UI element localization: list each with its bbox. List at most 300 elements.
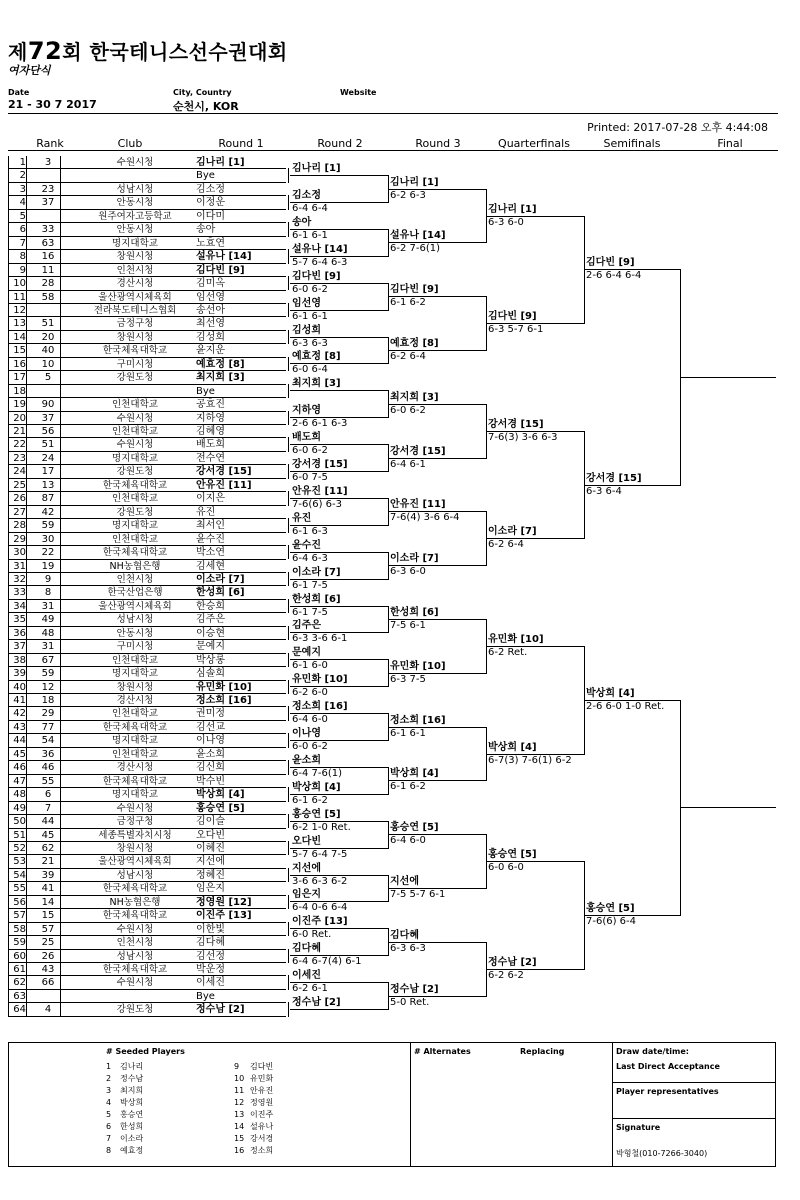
entry-row (8, 681, 288, 694)
round2-player: 윤소희 (292, 754, 321, 766)
replacing-title: Replacing (520, 1047, 565, 1056)
entry-number: 17 (13, 372, 26, 384)
entry-number: 62 (13, 977, 26, 989)
entry-rank: 30 (41, 533, 55, 545)
r1-connector (288, 949, 289, 963)
entry-club: 수원시청 (116, 977, 154, 989)
seed-number: 13 (234, 1110, 245, 1119)
round3-player: 유민화 [10] (390, 660, 446, 672)
round2-player: 유진 (292, 512, 312, 524)
entry-player: 홍승연 [5] (196, 802, 245, 814)
entry-club: 인천대학교 (112, 426, 158, 437)
entry-number: 16 (13, 358, 26, 370)
round3-player: 김나리 [1] (390, 176, 439, 188)
round3-player: 이소라 [7] (390, 553, 439, 565)
entry-player: 정혜진 (196, 869, 225, 881)
header-divider (8, 113, 778, 114)
round2-player: 예효정 [8] (292, 351, 341, 363)
r1-connector (288, 599, 289, 613)
r2-line (290, 390, 388, 391)
r1-connector (288, 276, 289, 290)
entry-rank: 5 (44, 372, 52, 384)
entry-row (8, 694, 288, 707)
entry-number: 9 (19, 264, 26, 276)
entry-number: 38 (13, 654, 26, 666)
col-quarterfinals: Quarterfinals (498, 137, 570, 150)
entry-rank: 19 (41, 560, 55, 572)
entry-number: 63 (13, 990, 26, 1002)
entry-club: 안동시청 (116, 627, 154, 639)
entry-number: 44 (13, 735, 26, 747)
round4-score: 6-2 Ret. (488, 646, 528, 658)
legend-hline-1 (612, 1082, 775, 1083)
entry-number: 58 (13, 923, 26, 935)
entry-number: 54 (13, 869, 26, 881)
entry-row (8, 573, 288, 586)
entry-row (8, 250, 288, 263)
round3-player: 예효정 [8] (390, 338, 439, 350)
entry-club: 금정구청 (116, 318, 154, 330)
entry-player: 김선교 (196, 721, 225, 733)
seed-player: 이진주 (250, 1110, 274, 1119)
round4-player: 김나리 [1] (488, 203, 537, 215)
entry-club: 수원시청 (116, 412, 154, 424)
round2-score: 6-2 1-0 Ret. (292, 821, 351, 833)
round2-score: 6-2 6-1 (292, 983, 328, 995)
entry-player: 김혜영 (196, 426, 225, 437)
r1-connector (288, 411, 289, 425)
entry-club: 원주여자고등학교 (98, 210, 172, 222)
column-header-divider (8, 150, 778, 151)
entry-club: NH농협은행 (109, 896, 161, 908)
entry-rank: 63 (41, 237, 55, 249)
entry-number: 15 (13, 345, 26, 357)
round2-score: 6-0 6-4 (292, 364, 328, 376)
round4-score: 6-7(3) 7-6(1) 6-2 (488, 754, 572, 766)
entry-club: 수원시청 (116, 157, 154, 168)
entry-rank: 20 (41, 331, 55, 343)
entry-number: 31 (13, 560, 26, 572)
entry-rank: 58 (41, 291, 55, 303)
entry-row (8, 990, 288, 1003)
entry-number: 29 (13, 533, 26, 545)
entry-club: 강원도청 (116, 1004, 154, 1016)
entry-rank: 43 (41, 964, 55, 975)
entry-player: 정수남 [2] (196, 1004, 245, 1016)
round3-player: 김다빈 [9] (390, 284, 439, 296)
col-rank: Rank (36, 137, 64, 150)
final-line (680, 807, 776, 808)
entry-number: 23 (13, 452, 26, 464)
entry-row (8, 627, 288, 640)
entry-number: 42 (13, 708, 26, 720)
entry-number: 25 (13, 479, 26, 491)
entry-row (8, 936, 288, 949)
round3-score: 7-5 5-7 6-1 (390, 889, 446, 901)
website-label: Website (340, 88, 377, 97)
round3-score: 5-0 Ret. (390, 996, 430, 1008)
entry-rank: 39 (41, 869, 55, 881)
col-round3: Round 3 (415, 137, 461, 150)
round4-score: 6-0 6-0 (488, 862, 524, 874)
entry-club: NH농협은행 (109, 560, 161, 572)
seed-player: 이소라 (120, 1134, 144, 1143)
seed-number: 8 (106, 1146, 112, 1155)
seed-number: 2 (106, 1074, 112, 1083)
entry-col-divider (26, 156, 27, 1017)
round2-player: 임은지 (292, 889, 321, 901)
entry-number: 7 (19, 237, 26, 249)
round2-score: 6-1 6-1 (292, 229, 328, 241)
round2-player: 정수남 [2] (292, 997, 341, 1009)
entry-club: 명지대학교 (112, 789, 158, 801)
r1-connector (288, 384, 289, 398)
entry-row (8, 169, 288, 182)
entry-player: Bye (196, 990, 215, 1002)
round3-score: 6-2 6-3 (390, 189, 426, 201)
entry-row (8, 546, 288, 559)
entry-number: 48 (13, 789, 26, 801)
round2-player: 문예지 (292, 647, 321, 659)
entry-number: 47 (13, 775, 26, 787)
entry-player: 박운정 (196, 964, 225, 975)
entry-rank: 6 (44, 789, 52, 801)
entry-rank: 49 (41, 614, 55, 626)
entry-row (8, 344, 288, 357)
entry-row (8, 896, 288, 909)
entry-row (8, 802, 288, 815)
entry-club: 금정구청 (116, 816, 154, 828)
entry-number: 24 (13, 466, 26, 478)
entry-row (8, 613, 288, 626)
entry-number: 43 (13, 721, 26, 733)
seed-number: 10 (234, 1074, 245, 1083)
entry-row (8, 452, 288, 465)
r1-connector (288, 895, 289, 909)
round3-player: 강서경 [15] (390, 445, 446, 457)
r2-line (290, 175, 388, 176)
entry-club: 한국체육대학교 (102, 910, 168, 922)
final-line (680, 377, 776, 378)
round2-player: 배도희 (292, 432, 321, 444)
seed-player: 최지희 (120, 1086, 144, 1095)
r1-connector (288, 572, 289, 586)
col-round2: Round 2 (317, 137, 363, 150)
entry-rank: 66 (41, 977, 55, 989)
entry-row (8, 1003, 288, 1016)
round5-score: 2-6 6-4 6-4 (586, 270, 642, 282)
entry-rank: 12 (41, 681, 55, 693)
r1-connector (288, 733, 289, 747)
entry-number: 39 (13, 668, 26, 680)
entry-club: 울산광역시체육회 (98, 856, 172, 868)
entry-row (8, 882, 288, 895)
seed-player: 안유진 (250, 1086, 274, 1095)
entry-club: 한국체육대학교 (102, 883, 168, 895)
entry-col-divider (8, 156, 9, 1017)
entry-number: 51 (13, 829, 26, 841)
entry-row (8, 586, 288, 599)
entry-club: 한국체육대학교 (102, 721, 168, 733)
entry-rank: 29 (41, 708, 55, 720)
round4-player: 박상희 [4] (488, 741, 537, 753)
date-label: Date (8, 88, 30, 97)
entry-rank: 41 (41, 883, 55, 895)
entry-player: 박수빈 (196, 775, 225, 787)
entry-player: 임은지 (196, 883, 225, 895)
entry-rank: 67 (41, 654, 55, 666)
round3-player: 최지희 [3] (390, 391, 439, 403)
seed-player: 강서경 (250, 1134, 274, 1143)
entry-player: 김세현 (196, 560, 225, 572)
entry-club: 성남시청 (116, 614, 154, 626)
entry-player: 김다빈 [9] (196, 264, 245, 276)
entry-underline (8, 1016, 286, 1017)
round2-score: 6-4 6-4 (292, 203, 328, 215)
seed-player: 정수남 (120, 1074, 144, 1083)
seed-number: 4 (106, 1098, 112, 1107)
entry-player: 김주은 (196, 614, 225, 626)
entry-player: 송아 (196, 224, 216, 236)
entry-club: 창원시청 (116, 842, 154, 854)
seed-player: 김나리 (120, 1062, 144, 1071)
round2-score: 6-0 Ret. (292, 929, 332, 941)
entry-number: 37 (13, 641, 26, 653)
entry-player: 오다빈 (196, 829, 225, 841)
col-semifinals: Semifinals (603, 137, 661, 150)
entry-club: 한국체육대학교 (102, 345, 168, 357)
seed-number: 3 (106, 1086, 112, 1095)
entry-number: 49 (13, 802, 26, 814)
seed-number: 11 (234, 1086, 245, 1095)
entry-number: 60 (13, 950, 26, 962)
entry-number: 10 (13, 278, 26, 290)
entry-rank: 45 (41, 829, 55, 841)
entry-row (8, 264, 288, 277)
round2-player: 강서경 [15] (292, 459, 348, 471)
entry-club: 구미시청 (116, 641, 154, 653)
r1-connector (288, 922, 289, 936)
entry-club: 창원시청 (116, 331, 154, 343)
entry-player: 김미옥 (196, 278, 225, 290)
round2-player: 한성희 [6] (292, 593, 341, 605)
entry-rank: 16 (41, 251, 55, 263)
entry-club: 인천대학교 (112, 654, 158, 666)
round3-player: 박상희 [4] (390, 768, 439, 780)
entry-rank: 22 (41, 547, 55, 559)
entry-player: 최서인 (196, 520, 225, 532)
entry-club: 창원시청 (116, 681, 154, 693)
r1-connector (288, 626, 289, 640)
round2-score: 6-1 6-0 (292, 660, 328, 672)
round3-player: 정수남 [2] (390, 983, 439, 995)
entry-row (8, 829, 288, 842)
entry-rank: 56 (41, 426, 55, 437)
r2-line (290, 1009, 388, 1010)
round2-player: 정소희 [16] (292, 701, 348, 713)
round5-score: 2-6 6-0 1-0 Ret. (586, 700, 665, 712)
entry-player: 김다혜 (196, 937, 225, 949)
entry-number: 1 (19, 157, 26, 168)
entry-player: 송선아 (196, 304, 225, 316)
entry-number: 59 (13, 937, 26, 949)
entry-club: 명지대학교 (112, 237, 158, 249)
r1-connector (288, 545, 289, 559)
entry-rank: 28 (41, 278, 55, 290)
round2-score: 6-0 6-2 (292, 741, 328, 753)
round3-player: 정소희 [16] (390, 714, 446, 726)
seed-number: 15 (234, 1134, 245, 1143)
entry-rank: 48 (41, 627, 55, 639)
entry-rank: 8 (44, 587, 52, 599)
entry-row (8, 183, 288, 196)
round2-score: 6-4 0-6 6-4 (292, 902, 348, 914)
round2-score: 6-2 6-0 (292, 687, 328, 699)
entry-player: 이다미 (196, 210, 225, 222)
entry-rank: 23 (41, 183, 55, 195)
round4-player: 이소라 [7] (488, 526, 537, 538)
entry-row (8, 748, 288, 761)
r1-connector (288, 437, 289, 451)
round3-score: 6-1 6-2 (390, 297, 426, 309)
round3-score: 7-6(4) 3-6 6-4 (390, 512, 460, 524)
entry-row (8, 196, 288, 209)
r1-connector (288, 249, 289, 263)
legend-divider-1 (410, 1042, 411, 1166)
entry-number: 6 (19, 224, 26, 236)
entry-number: 57 (13, 910, 26, 922)
entry-row (8, 210, 288, 223)
entry-player: 윤수진 (196, 533, 225, 545)
entry-rank: 54 (41, 735, 55, 747)
entry-row (8, 855, 288, 868)
signature-label: Signature (616, 1123, 661, 1132)
round2-score: 6-4 6-3 (292, 552, 328, 564)
entry-rank: 62 (41, 842, 55, 854)
entry-number: 41 (13, 695, 26, 706)
entry-rank: 77 (41, 721, 55, 733)
entry-rank: 33 (41, 224, 55, 236)
round3-score: 6-2 6-4 (390, 351, 426, 363)
entry-rank: 87 (41, 493, 55, 505)
entry-row (8, 560, 288, 573)
round2-player: 최지희 [3] (292, 378, 341, 390)
entry-player: 노효연 (196, 237, 225, 249)
col-final: Final (717, 137, 743, 150)
seed-number: 14 (234, 1122, 245, 1131)
entry-rank: 90 (41, 399, 55, 411)
round4-player: 홍승연 [5] (488, 849, 537, 861)
round2-player: 임선영 (292, 297, 321, 309)
round2-score: 6-1 6-2 (292, 794, 328, 806)
entry-rank: 31 (41, 600, 55, 612)
round5-player: 홍승연 [5] (586, 902, 635, 914)
r1-connector (288, 491, 289, 505)
round2-score: 6-1 6-3 (292, 525, 328, 537)
entry-row (8, 371, 288, 384)
entry-rank: 59 (41, 668, 55, 680)
entry-rank: 37 (41, 197, 55, 209)
event-subtitle: 여자단식 (8, 64, 51, 77)
entry-club: 인천시청 (116, 573, 154, 585)
entry-club: 강원도청 (116, 372, 154, 384)
round3-score: 6-1 6-2 (390, 781, 426, 793)
entry-number: 33 (13, 587, 26, 599)
entry-player: 이정운 (196, 197, 225, 209)
round5-player: 김다빈 [9] (586, 257, 635, 269)
entry-row (8, 385, 288, 398)
entry-number: 45 (13, 748, 26, 760)
entry-player: 최선영 (196, 318, 225, 330)
entry-rank: 25 (41, 937, 55, 949)
r1-connector (288, 464, 289, 478)
entry-row (8, 317, 288, 330)
entry-club: 명지대학교 (112, 735, 158, 747)
entry-player: 김신희 (196, 762, 225, 774)
entry-club: 성남시청 (116, 950, 154, 962)
entry-player: 이소라 [7] (196, 573, 245, 585)
entry-club: 세종특별자치시청 (98, 829, 172, 841)
round5-player: 강서경 [15] (586, 472, 642, 484)
round2-player: 지하영 (292, 405, 321, 417)
round3-score: 7-5 6-1 (390, 620, 426, 632)
entry-club: 강원도청 (116, 466, 154, 478)
round2-score: 6-3 3-6 6-1 (292, 633, 348, 645)
entry-club: 성남시청 (116, 183, 154, 195)
entry-club: 성남시청 (116, 869, 154, 881)
entry-club: 수원시청 (116, 802, 154, 814)
seed-number: 7 (106, 1134, 112, 1143)
round2-player: 지선에 (292, 862, 321, 874)
r1-connector (288, 706, 289, 720)
seed-player: 유민화 (250, 1074, 274, 1083)
r1-connector (288, 975, 289, 989)
round2-score: 6-4 6-0 (292, 714, 328, 726)
entry-rank: 9 (44, 573, 52, 585)
r1-connector (288, 303, 289, 317)
entry-row (8, 600, 288, 613)
seed-number: 5 (106, 1110, 112, 1119)
entry-rank: 7 (44, 802, 52, 814)
entry-rank: 18 (41, 695, 55, 706)
entry-row (8, 842, 288, 855)
entry-number: 13 (13, 318, 26, 330)
entry-club: 인천대학교 (112, 533, 158, 545)
seed-number: 9 (234, 1062, 240, 1071)
entry-player: 이한빛 (196, 923, 225, 935)
round5-score: 6-3 6-4 (586, 485, 622, 497)
r1-connector (288, 760, 289, 774)
entry-rank: 51 (41, 439, 55, 451)
entry-rank: 4 (44, 1004, 52, 1016)
entry-row (8, 775, 288, 788)
col-club: Club (117, 137, 143, 150)
entry-number: 55 (13, 883, 26, 895)
entry-club: 인천시청 (116, 264, 154, 276)
seed-player: 예효정 (120, 1146, 144, 1155)
entry-player: 윤소희 (196, 748, 225, 760)
entry-player: 김나리 [1] (196, 157, 245, 168)
entry-rank: 3 (44, 157, 52, 168)
round2-player: 이나영 (292, 728, 321, 740)
entry-player: 배도희 (196, 439, 225, 451)
round4-player: 유민화 [10] (488, 633, 544, 645)
entry-row (8, 223, 288, 236)
entry-player: Bye (196, 170, 215, 182)
entry-number: 56 (13, 896, 26, 908)
entry-player: 한성희 [6] (196, 587, 245, 599)
round2-player: 김성희 (292, 324, 321, 336)
